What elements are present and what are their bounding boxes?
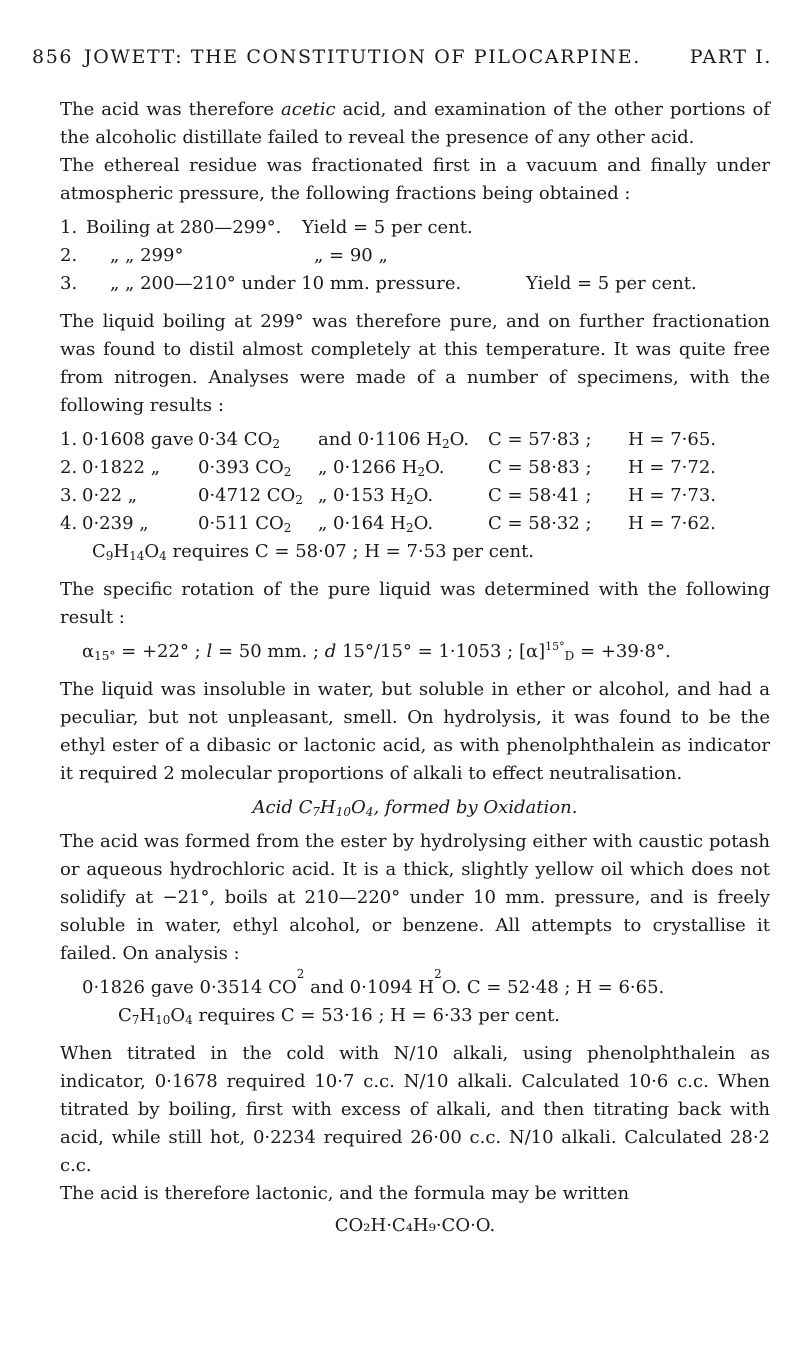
analysis-number: 1.	[60, 429, 78, 450]
running-header	[32, 46, 772, 68]
paragraph-conclusion: The acid is therefore lactonic, and the formula may be written	[60, 1183, 630, 1204]
italic-acetic: acetic	[281, 99, 336, 120]
paragraph-acetic: The acid was therefore acetic acid, and examination of the other portions of the alcoholic distillate failed to reveal the presence of any other acid.	[60, 99, 770, 148]
analysis-hydrogen: H = 7·62.	[628, 513, 717, 534]
analysis-h2o: and 0·1106 H	[318, 429, 442, 450]
rotation-alpha: = +22° ;	[121, 641, 201, 662]
analysis-weight: 0·1608 gave	[82, 429, 194, 450]
subheading-end: , formed by Oxidation.	[373, 797, 578, 818]
analysis-h2o: „ 0·153 H	[318, 485, 406, 506]
specific-rotation-value: = +39·8°.	[580, 641, 671, 662]
analysis2-result: O. C = 52·48 ; H = 6·65.	[441, 977, 665, 998]
part-label: PART I.	[689, 46, 772, 68]
l-symbol: l	[206, 641, 213, 662]
analysis-weight: 0·1822 „	[82, 457, 161, 478]
analysis-carbon: C = 58·41 ;	[488, 485, 592, 506]
analysis-co2: 0·393 CO	[198, 457, 284, 478]
analysis-carbon: C = 57·83 ;	[488, 429, 592, 450]
analysis-carbon: C = 58·32 ;	[488, 513, 592, 534]
analysis-number: 2.	[60, 457, 78, 478]
analyses-table	[60, 426, 770, 566]
analysis2-water: and 0·1094 H	[310, 977, 435, 998]
page-number: 856	[32, 46, 74, 68]
paragraph-properties: The liquid was insoluble in water, but soluble in ether or alcohol, and had a peculiar, but not unpleasant, smell. On hydrolysis, it was found to be the ethyl ester of a dibasic or lactonic acid, as with phenolphthalein as indicator it required 2 molecular proportions of alkali to effect neutralisation.	[60, 679, 770, 784]
analysis-number: 3.	[60, 485, 78, 506]
fraction-range: „ „ 200—210° under 10 mm. pressure.	[110, 273, 462, 294]
running-title: JOWETT: THE CONSTITUTION OF PILOCARPINE.	[84, 46, 641, 68]
paragraph-titration: When titrated in the cold with N/10 alkali, using phenolphthalein as indicator, 0·1678 required 10·7 c.c. N/10 alkali. Calculated 10·6 c.c. When titrated by boiling, first with excess of alkali, and then titrating back with acid, while still hot, 0·2234 required 26·00 c.c. N/10 alkali. Calculated 28·2 c.c.	[60, 1043, 770, 1176]
alpha-symbol: $\alpha_{15^\circ}$	[82, 641, 116, 663]
rotation-length: = 50 mm. ;	[217, 641, 320, 662]
fraction-row	[60, 270, 770, 298]
requires-text: requires C = 58·07 ; H = 7·53 per cent.	[172, 541, 535, 562]
analysis-hydrogen: H = 7·72.	[628, 457, 717, 478]
fraction-row	[60, 214, 770, 242]
fraction-yield: Yield = 5 per cent.	[302, 217, 473, 238]
subheading-start: Acid C	[252, 797, 313, 818]
paragraph-acid-formation: The acid was formed from the ester by hydrolysing either with caustic potash or aqueous hydrochloric acid. It is a thick, slightly yellow oil which does not solidify at −21°, boils at 210—220° under 10 mm. pressure, and is freely soluble in water, ethyl alcohol, or benzene. All attempts to crystallise it failed. On analysis :	[60, 831, 770, 964]
analysis-number: 4.	[60, 513, 78, 534]
analysis-h2o: „ 0·1266 H	[318, 457, 418, 478]
rotation-density: 15°/15° = 1·1053 ;	[342, 641, 514, 662]
fraction-row	[60, 242, 770, 270]
analysis2-weights: 0·1826 gave 0·3514 CO	[82, 977, 297, 998]
requires2-text: requires C = 53·16 ; H = 6·33 per cent.	[198, 1005, 561, 1026]
analysis-h2o: „ 0·164 H	[318, 513, 406, 534]
analysis-weight: 0·22 „	[82, 485, 138, 506]
fraction-number: 1.	[60, 217, 78, 238]
fraction-yield: Yield = 5 per cent.	[526, 273, 697, 294]
analysis-row: 1. 0·1608 gave 0·34 $CO_2$ and 0·1106 $H_2O$. C = 57·83 ; H = 7·65.	[60, 426, 770, 454]
body-text	[60, 96, 770, 1240]
paragraph-pure-liquid: The liquid boiling at 299° was therefore pure, and on further fractionation was found to distil almost completely at this temperature. It was quite free from nitrogen. Analyses were made of a number of specimens, with the following results :	[60, 311, 770, 416]
requires2-line	[82, 1002, 770, 1030]
specific-rotation-symbol: $[\alpha]^{15^\circ}_D$	[518, 640, 575, 663]
analysis-row: 3. 0·22 „ 0·4712 $CO_2$ „ 0·153 $H_2O$. C = 58·41 ; H = 7·73.	[60, 482, 770, 510]
analysis-co2: 0·34 CO	[198, 429, 273, 450]
final-formula: CO₂H·C₄H₉·CO·O.	[334, 1215, 496, 1236]
analysis2-line: 0·1826 gave 0·3514 CO 2 and 0·1094 H 2 O. C = 52·48 ; H = 6·65.	[82, 974, 770, 1002]
requires-line	[60, 538, 770, 566]
acid-formula: $C_7H_{10}O_4$	[118, 1005, 193, 1027]
subheading: Acid $C_7H_{10}O_4$, formed by Oxidation.	[252, 797, 578, 819]
analysis-hydrogen: H = 7·65.	[628, 429, 717, 450]
fraction-number: 3.	[60, 273, 78, 294]
d-symbol: d	[324, 641, 337, 662]
fraction-yield: „ = 90 „	[314, 245, 388, 266]
analysis-row: 4. 0·239 „ 0·511 $CO_2$ „ 0·164 $H_2O$. C = 58·32 ; H = 7·62.	[60, 510, 770, 538]
fractions-list	[60, 214, 770, 298]
rotation-line	[82, 638, 770, 666]
analysis-carbon: C = 58·83 ;	[488, 457, 592, 478]
analysis-row: 2. 0·1822 „ 0·393 $CO_2$ „ 0·1266 $H_2O$. C = 58·83 ; H = 7·72.	[60, 454, 770, 482]
fraction-range: Boiling at 280—299°.	[86, 217, 282, 238]
analysis-hydrogen: H = 7·73.	[628, 485, 717, 506]
analysis-co2: 0·4712 CO	[198, 485, 296, 506]
paragraph-fractionation: The ethereal residue was fractionated first in a vacuum and finally under atmospheric pressure, the following fractions being obtained :	[60, 155, 770, 204]
paragraph-rotation: The specific rotation of the pure liquid was determined with the following result :	[60, 579, 770, 628]
acid-analysis	[82, 967, 770, 1030]
ester-formula: $C_9H_{14}O_4$	[92, 541, 167, 563]
fraction-number: 2.	[60, 245, 78, 266]
analysis-co2: 0·511 CO	[198, 513, 284, 534]
analysis-weight: 0·239 „	[82, 513, 149, 534]
fraction-range: „ „ 299°	[110, 245, 184, 266]
